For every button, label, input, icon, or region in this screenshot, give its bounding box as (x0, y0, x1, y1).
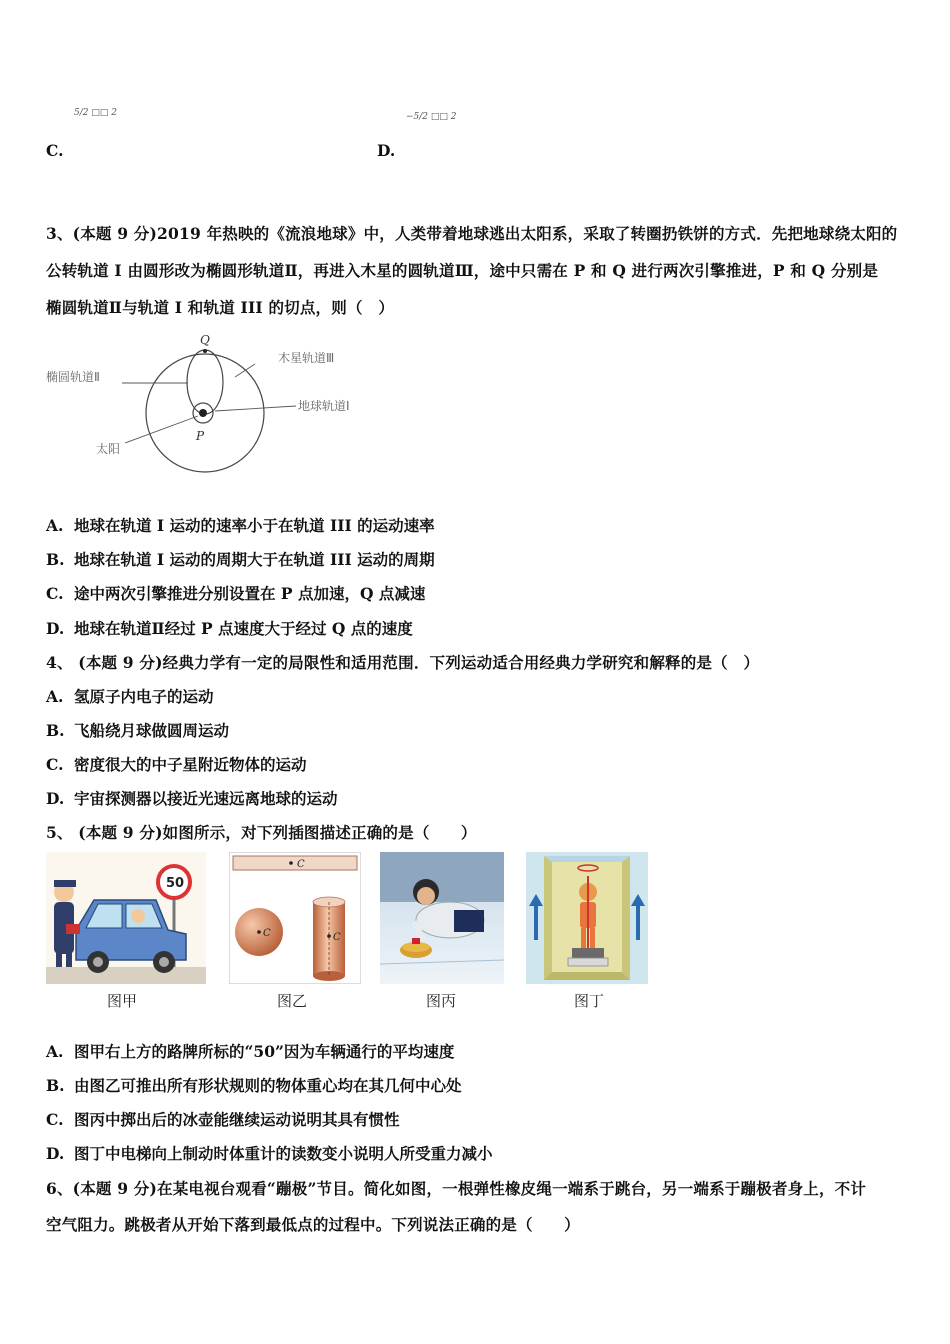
svg-text:C: C (297, 859, 305, 870)
svg-text:C: C (263, 928, 271, 939)
orbit-diagram (40, 330, 400, 480)
q6-stem-line1: 6、(本题 9 分)在某电视台观看“蹦极”节目。简化如图，一根弹性橡皮绳一端系于跳台，另一端系于蹦极者身上，不计 (46, 1179, 867, 1198)
q4-option-b: B. 飞船绕月球做圆周运动 (46, 721, 230, 740)
q3-stem-line2: 公转轨道 I 由圆形改为椭圆形轨道Ⅱ，再进入木星的圆轨道Ⅲ，途中只需在 P 和 Q 进行两次引擎推进，P 和 Q 分别是 (46, 261, 879, 280)
svg-text:C: C (333, 932, 341, 943)
speed-sign-value: 50 (166, 876, 185, 891)
q5-option-c: C. 图丙中掷出后的冰壶能继续运动说明其具有惯性 (46, 1110, 400, 1129)
figure-yi (229, 852, 361, 984)
option-d-expression: −5/2 □□ 2 (406, 112, 457, 122)
q6-stem-line2: 空气阻力。跳极者从开始下落到最低点的过程中。下列说法正确的是（ ） (46, 1215, 580, 1234)
q5-option-a: A. 图甲右上方的路牌所标的“50”因为车辆通行的平均速度 (46, 1042, 455, 1061)
q5-stem: 5、 (本题 9 分)如图所示，对下列插图描述正确的是（ ） (46, 823, 477, 842)
q4-option-c: C. 密度很大的中子星附近物体的运动 (46, 755, 307, 774)
q2-option-d-label: D. (377, 141, 396, 160)
label-sun: 太阳 (96, 442, 121, 456)
sun-icon (199, 409, 207, 417)
label-earth-orbit: 地球轨道Ⅰ (298, 399, 350, 413)
caption-yi: 图乙 (277, 992, 308, 1010)
point-q (203, 349, 207, 353)
scale (572, 948, 604, 958)
q3-stem-line1: 3、(本题 9 分)2019 年热映的《流浪地球》中，人类带着地球逃出太阳系，采取了转圈扔铁饼的方式．先把地球绕太阳的 (46, 224, 898, 243)
top-bar (233, 856, 357, 870)
q5-option-b: B. 由图乙可推出所有形状规则的物体重心均在其几何中心处 (46, 1076, 462, 1095)
q3-option-a: A. 地球在轨道 I 运动的速率小于在轨道 III 的运动速率 (46, 516, 435, 535)
q2-option-c-label: C. (46, 141, 64, 160)
label-jupiter-orbit: 木星轨道Ⅲ (278, 351, 335, 365)
caption-jia: 图甲 (107, 992, 138, 1010)
label-p: P (196, 429, 205, 443)
option-c-expression: 5/2 □□ 2 (74, 108, 117, 118)
figure-jia (46, 852, 206, 984)
q5-option-d: D. 图丁中电梯向上制动时体重计的读数变小说明人所受重力减小 (46, 1144, 493, 1163)
q3-stem-line3: 椭圆轨道Ⅱ与轨道 I 和轨道 III 的切点，则（ ） (46, 298, 395, 317)
q3-option-c: C. 途中两次引擎推进分别设置在 P 点加速，Q 点减速 (46, 584, 426, 603)
q4-option-d: D. 宇宙探测器以接近光速远离地球的运动 (46, 789, 338, 808)
q3-option-d: D. 地球在轨道Ⅱ经过 P 点速度大于经过 Q 点的速度 (46, 619, 413, 638)
caption-ding: 图丁 (574, 992, 605, 1010)
figure-bing (380, 852, 504, 984)
ellipse-orbit (187, 350, 223, 414)
label-q: Q (200, 333, 210, 347)
q4-stem: 4、 (本题 9 分)经典力学有一定的局限性和适用范围．下列运动适合用经典力学研究和解释的是（ ） (46, 653, 760, 672)
figure-ding (526, 852, 648, 984)
q4-option-a: A. 氢原子内电子的运动 (46, 687, 214, 706)
label-ellipse-orbit: 椭圆轨道Ⅱ (46, 370, 100, 384)
q3-option-b: B. 地球在轨道 I 运动的周期大于在轨道 III 运动的周期 (46, 550, 435, 569)
caption-bing: 图丙 (426, 992, 457, 1010)
